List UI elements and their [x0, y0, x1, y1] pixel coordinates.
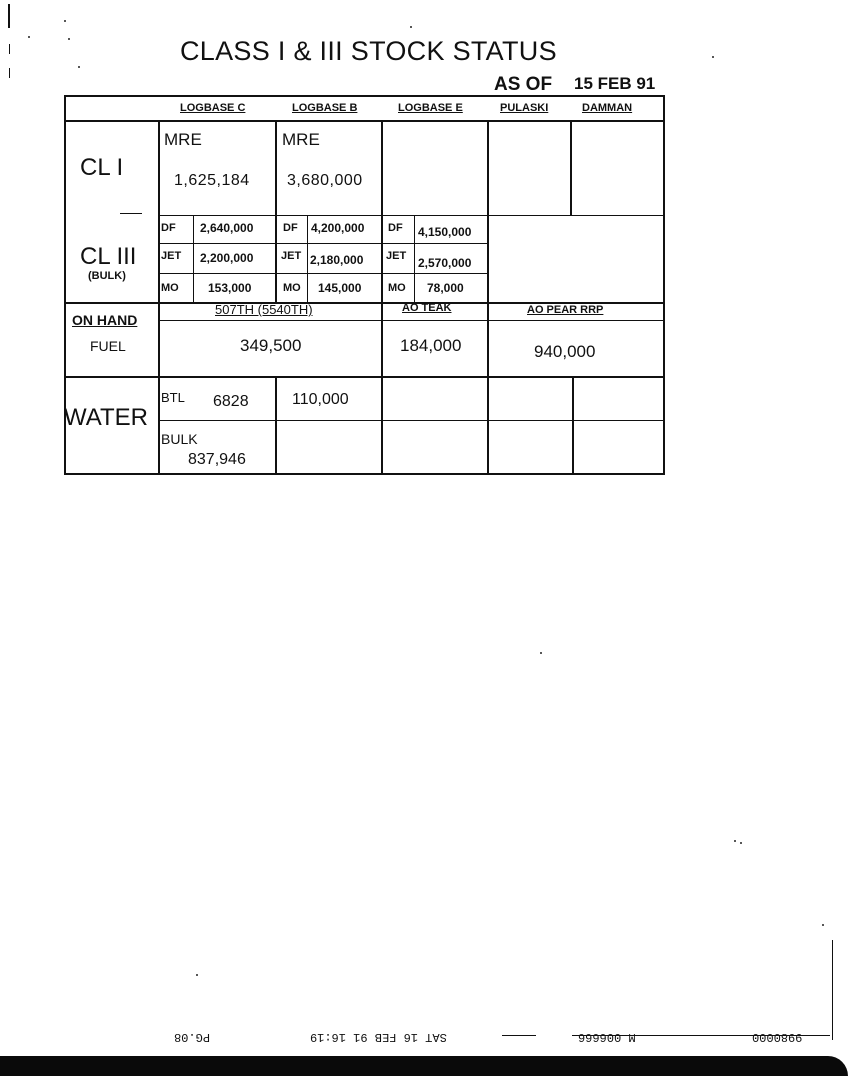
fuel-ao-pear-value: 940,000: [534, 342, 596, 361]
on-hand-header-ao-teak: AO TEAK: [402, 302, 452, 314]
water-btl-value: 6828: [213, 393, 249, 410]
footer-doc-id: M 006666: [578, 1030, 636, 1044]
fuel-type-jet-b: JET: [281, 250, 302, 262]
class3-sublabel: (BULK): [88, 270, 126, 282]
fuel-type-jet: JET: [161, 250, 182, 262]
on-hand-header-507th: 507TH (5540TH): [215, 302, 313, 317]
as-of-date: 15 FEB 91: [574, 74, 656, 93]
as-of-label: AS OF: [494, 74, 553, 95]
column-header-pulaski: PULASKI: [500, 102, 549, 114]
mo-logbase-c: 153,000: [208, 281, 252, 295]
mo-logbase-b: 145,000: [318, 281, 362, 295]
fuel-type-mo: MO: [161, 282, 179, 294]
on-hand-header-ao-pear: AO PEAR RRP: [527, 304, 604, 316]
mo-logbase-e: 78,000: [427, 281, 464, 295]
fuel-type-mo-b: MO: [283, 282, 301, 294]
water-label: WATER: [64, 404, 148, 431]
fuel-type-df: DF: [161, 222, 176, 234]
column-header-logbase-e: LOGBASE E: [398, 102, 463, 114]
class1-logbase-b-value: 3,680,000: [287, 172, 363, 189]
fuel-type-df-e: DF: [388, 222, 403, 234]
class1-logbase-c-item: MRE: [164, 130, 202, 149]
column-header-damman: DAMMAN: [582, 102, 633, 114]
water-bulk-value: 837,946: [188, 451, 246, 468]
class1-logbase-b-item: MRE: [282, 130, 320, 149]
jet-logbase-c: 2,200,000: [200, 251, 254, 265]
water-logbase-b-value: 110,000: [292, 391, 349, 408]
footer-page: PG.08: [174, 1030, 211, 1044]
footer-timestamp: SAT 16 FEB 91 16:19: [310, 1030, 447, 1044]
scan-edge-bar: [0, 1056, 848, 1076]
class3-label: CL III: [80, 243, 137, 270]
fuel-label: FUEL: [90, 338, 126, 354]
document-title: CLASS I & III STOCK STATUS: [180, 36, 557, 66]
column-header-logbase-b: LOGBASE B: [292, 102, 358, 114]
jet-logbase-b: 2,180,000: [310, 253, 364, 267]
df-logbase-e: 4,150,000: [418, 225, 472, 239]
class1-label: CL I: [80, 154, 124, 181]
class1-logbase-c-value: 1,625,184: [174, 172, 250, 189]
on-hand-label: ON HAND: [72, 312, 138, 328]
water-btl-label: BTL: [161, 390, 185, 405]
fuel-ao-teak-value: 184,000: [400, 336, 462, 355]
fuel-type-jet-e: JET: [386, 250, 407, 262]
df-logbase-b: 4,200,000: [311, 221, 365, 235]
fuel-type-df-b: DF: [283, 222, 298, 234]
column-header-logbase-c: LOGBASE C: [180, 102, 246, 114]
water-bulk-label: BULK: [161, 431, 198, 447]
jet-logbase-e: 2,570,000: [418, 256, 472, 270]
fuel-507th-value: 349,500: [240, 336, 302, 355]
footer-number: 9980000: [752, 1030, 803, 1044]
fuel-type-mo-e: MO: [388, 282, 406, 294]
df-logbase-c: 2,640,000: [200, 221, 254, 235]
